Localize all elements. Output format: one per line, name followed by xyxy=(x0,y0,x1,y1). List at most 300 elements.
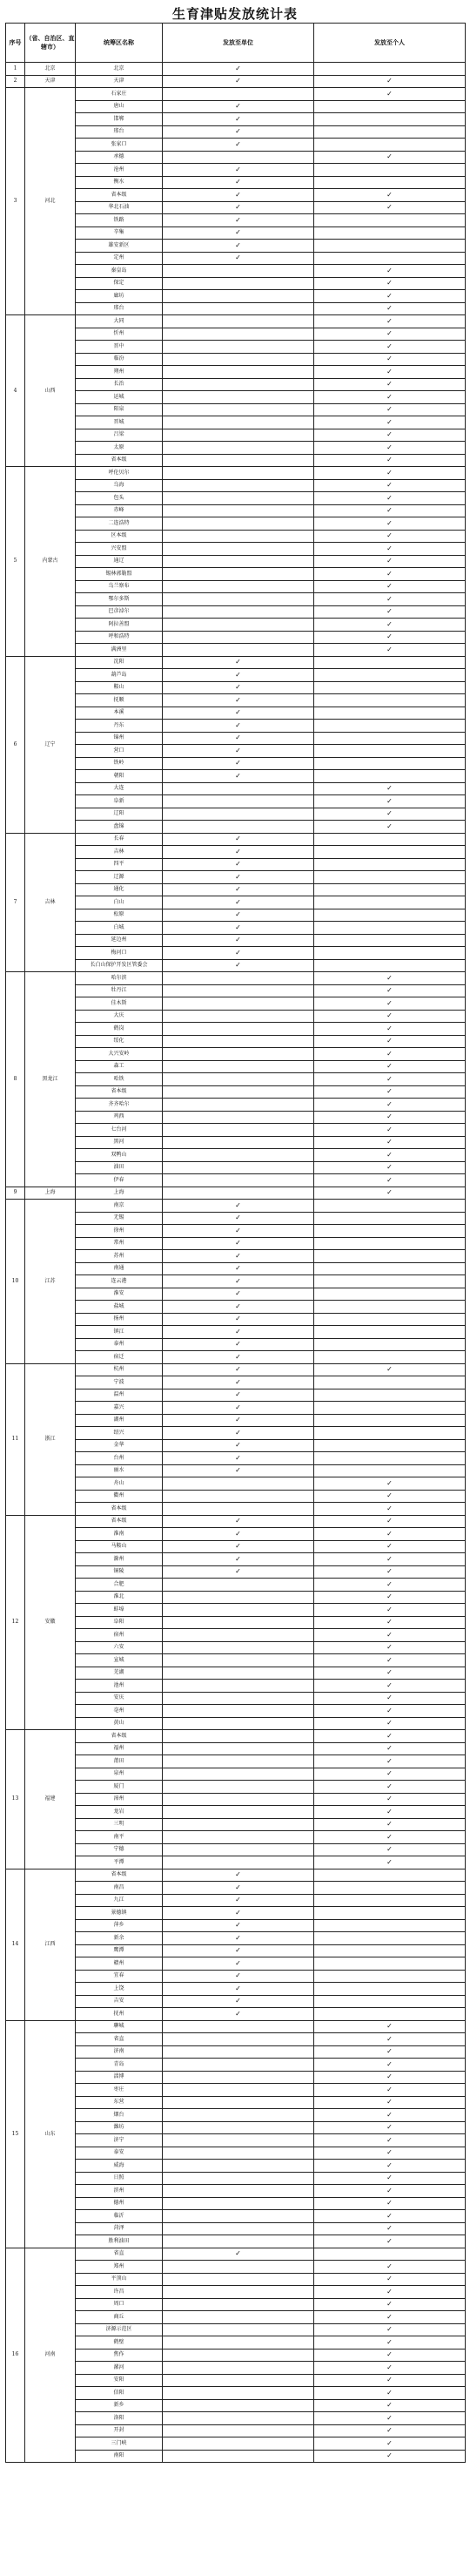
check-mark-icon: ✓ xyxy=(386,380,393,389)
table-row xyxy=(6,1363,466,1376)
paid-to-employer-cell xyxy=(163,1363,314,1376)
pooling-region-cell: 鸡西 xyxy=(76,1111,163,1124)
paid-to-individual-cell xyxy=(314,1351,466,1364)
paid-to-individual-cell xyxy=(314,947,466,960)
paid-to-employer-cell xyxy=(163,2399,314,2412)
table-row xyxy=(6,1288,466,1301)
check-mark-icon: ✓ xyxy=(386,1756,393,1765)
pooling-region-cell: 无锡 xyxy=(76,1212,163,1225)
table-row xyxy=(6,164,466,177)
table-row xyxy=(6,189,466,202)
pooling-region-cell: 景德镇 xyxy=(76,1907,163,1920)
paid-to-employer-cell xyxy=(163,2349,314,2362)
paid-to-individual-cell xyxy=(314,1262,466,1275)
paid-to-individual-cell xyxy=(314,1654,466,1667)
paid-to-employer-cell xyxy=(163,1313,314,1326)
paid-to-employer-cell xyxy=(163,1338,314,1351)
paid-to-employer-cell xyxy=(163,1970,314,1983)
pooling-region-cell: 连云港 xyxy=(76,1275,163,1288)
paid-to-employer-cell xyxy=(163,1882,314,1895)
table-row xyxy=(6,1806,466,1819)
table-row xyxy=(6,2235,466,2248)
check-mark-icon: ✓ xyxy=(386,1112,393,1121)
paid-to-employer-cell xyxy=(163,1225,314,1238)
pooling-region-cell: 邯郸 xyxy=(76,113,163,126)
paid-to-individual-cell xyxy=(314,1515,466,1528)
pooling-region-cell: 龙岩 xyxy=(76,1806,163,1819)
paid-to-individual-cell xyxy=(314,214,466,227)
pooling-region-cell: 阜阳 xyxy=(76,1616,163,1629)
paid-to-employer-cell xyxy=(163,1957,314,1971)
pooling-region-cell: 南京 xyxy=(76,1200,163,1213)
check-mark-icon: ✓ xyxy=(235,1870,241,1879)
paid-to-individual-cell xyxy=(314,151,466,164)
check-mark-icon: ✓ xyxy=(386,2325,393,2334)
paid-to-individual-cell xyxy=(314,1477,466,1491)
pooling-region-cell: 德州 xyxy=(76,2197,163,2210)
check-mark-icon: ✓ xyxy=(235,1883,241,1891)
table-row xyxy=(6,947,466,960)
pooling-region-cell: 廊坊 xyxy=(76,290,163,303)
pooling-region-cell: 省直 xyxy=(76,2248,163,2261)
check-mark-icon: ✓ xyxy=(386,316,393,325)
paid-to-employer-cell xyxy=(163,530,314,543)
paid-to-individual-cell xyxy=(314,1288,466,1301)
paid-to-individual-cell xyxy=(314,808,466,821)
check-mark-icon: ✓ xyxy=(235,1946,241,1955)
pooling-region-cell: 镇江 xyxy=(76,1326,163,1339)
pooling-region-cell: 莆田 xyxy=(76,1755,163,1768)
paid-to-employer-cell xyxy=(163,2210,314,2223)
pooling-region-cell: 枣庄 xyxy=(76,2084,163,2097)
table-row xyxy=(6,896,466,909)
table-row xyxy=(6,1717,466,1730)
check-mark-icon: ✓ xyxy=(386,645,393,653)
pooling-region-cell: 牡丹江 xyxy=(76,984,163,997)
paid-to-employer-cell xyxy=(163,2311,314,2324)
check-mark-icon: ✓ xyxy=(235,139,241,148)
table-row xyxy=(6,2273,466,2286)
check-mark-icon: ✓ xyxy=(386,341,393,350)
paid-to-individual-cell xyxy=(314,1894,466,1907)
paid-to-employer-cell xyxy=(163,391,314,404)
pooling-region-cell: 滁州 xyxy=(76,1553,163,1566)
paid-to-individual-cell xyxy=(314,88,466,101)
paid-to-individual-cell xyxy=(314,2210,466,2223)
table-row xyxy=(6,720,466,733)
paid-to-individual-cell xyxy=(314,63,466,76)
paid-to-employer-cell xyxy=(163,2412,314,2425)
paid-to-employer-cell xyxy=(163,959,314,972)
check-mark-icon: ✓ xyxy=(235,860,241,869)
pooling-region-cell: 兴安盟 xyxy=(76,543,163,556)
table-row xyxy=(6,176,466,189)
check-mark-icon: ✓ xyxy=(386,430,393,439)
paid-to-employer-cell xyxy=(163,2020,314,2033)
table-row xyxy=(6,2045,466,2059)
paid-to-employer-cell xyxy=(163,1237,314,1250)
pooling-region-cell: 黑河 xyxy=(76,1136,163,1149)
check-mark-icon: ✓ xyxy=(235,1921,241,1930)
paid-to-employer-cell xyxy=(163,353,314,366)
paid-to-individual-cell xyxy=(314,403,466,416)
pooling-region-cell: 华北石油 xyxy=(76,201,163,214)
paid-to-individual-cell xyxy=(314,1490,466,1503)
table-row xyxy=(6,858,466,871)
province-cell: 天津 xyxy=(25,75,76,88)
pooling-region-cell: 太原 xyxy=(76,442,163,455)
table-row xyxy=(6,846,466,859)
paid-to-individual-cell xyxy=(314,619,466,632)
check-mark-icon: ✓ xyxy=(386,1680,393,1689)
paid-to-employer-cell xyxy=(163,2261,314,2274)
table-row xyxy=(6,517,466,531)
check-mark-icon: ✓ xyxy=(386,2413,393,2422)
paid-to-individual-cell xyxy=(314,240,466,253)
check-mark-icon: ✓ xyxy=(386,1478,393,1487)
pooling-region-cell: 梅河口 xyxy=(76,947,163,960)
paid-to-individual-cell xyxy=(314,2387,466,2400)
paid-to-employer-cell xyxy=(163,1894,314,1907)
paid-to-employer-cell xyxy=(163,2286,314,2299)
table-row xyxy=(6,454,466,467)
pooling-region-cell: 宜春 xyxy=(76,1970,163,1983)
paid-to-individual-cell xyxy=(314,176,466,189)
paid-to-employer-cell xyxy=(163,201,314,214)
paid-to-individual-cell xyxy=(314,442,466,455)
paid-to-individual-cell xyxy=(314,2273,466,2286)
pooling-region-cell: 朔州 xyxy=(76,366,163,379)
paid-to-employer-cell xyxy=(163,1995,314,2008)
pooling-region-cell: 三明 xyxy=(76,1818,163,1831)
check-mark-icon: ✓ xyxy=(235,1315,241,1323)
table-row xyxy=(6,1528,466,1541)
pooling-region-cell: 唐山 xyxy=(76,100,163,113)
table-row xyxy=(6,1983,466,1996)
table-row xyxy=(6,1490,466,1503)
pooling-region-cell: 哈尔滨 xyxy=(76,972,163,985)
table-row xyxy=(6,883,466,896)
pooling-region-cell: 省本级 xyxy=(76,1503,163,1516)
pooling-region-cell: 张家口 xyxy=(76,139,163,152)
check-mark-icon: ✓ xyxy=(235,215,241,224)
pooling-region-cell: 省本级 xyxy=(76,454,163,467)
paid-to-employer-cell xyxy=(163,1565,314,1579)
pooling-region-cell: 营口 xyxy=(76,745,163,758)
paid-to-individual-cell xyxy=(314,1680,466,1693)
serial-number-cell: 9 xyxy=(6,1187,25,1200)
paid-to-individual-cell xyxy=(314,378,466,391)
paid-to-employer-cell xyxy=(163,139,314,152)
paid-to-individual-cell xyxy=(314,1035,466,1048)
table-row xyxy=(6,1414,466,1427)
paid-to-employer-cell xyxy=(163,341,314,354)
pooling-region-cell: 温州 xyxy=(76,1389,163,1402)
paid-to-individual-cell xyxy=(314,2286,466,2299)
table-row xyxy=(6,732,466,745)
paid-to-employer-cell xyxy=(163,1755,314,1768)
check-mark-icon: ✓ xyxy=(386,1618,393,1626)
pooling-region-cell: 上饶 xyxy=(76,1983,163,1996)
table-row xyxy=(6,1692,466,1705)
serial-number-cell: 5 xyxy=(6,467,25,657)
paid-to-employer-cell xyxy=(163,745,314,758)
paid-to-employer-cell xyxy=(163,189,314,202)
table-row xyxy=(6,1781,466,1794)
paid-to-individual-cell xyxy=(314,669,466,682)
paid-to-individual-cell xyxy=(314,1212,466,1225)
table-row xyxy=(6,1464,466,1477)
paid-to-individual-cell xyxy=(314,1869,466,1882)
paid-to-employer-cell xyxy=(163,1439,314,1452)
pooling-region-cell: 吉安 xyxy=(76,1995,163,2008)
paid-to-individual-cell xyxy=(314,1919,466,1932)
paid-to-individual-cell xyxy=(314,2109,466,2122)
pooling-region-cell: 省本级 xyxy=(76,1869,163,1882)
paid-to-employer-cell xyxy=(163,1490,314,1503)
paid-to-employer-cell xyxy=(163,1692,314,1705)
paid-to-individual-cell xyxy=(314,1629,466,1642)
table-row xyxy=(6,782,466,795)
province-cell: 吉林 xyxy=(25,833,76,972)
paid-to-individual-cell xyxy=(314,164,466,177)
paid-to-individual-cell xyxy=(314,757,466,770)
check-mark-icon: ✓ xyxy=(386,2426,393,2435)
table-row xyxy=(6,757,466,770)
paid-to-individual-cell xyxy=(314,1237,466,1250)
table-row xyxy=(6,1149,466,1162)
table-row xyxy=(6,1894,466,1907)
paid-to-employer-cell xyxy=(163,795,314,808)
check-mark-icon: ✓ xyxy=(235,1428,241,1437)
check-mark-icon: ✓ xyxy=(235,1554,241,1563)
paid-to-employer-cell xyxy=(163,1161,314,1174)
pooling-region-cell: 绍兴 xyxy=(76,1427,163,1440)
table-row xyxy=(6,530,466,543)
check-mark-icon: ✓ xyxy=(386,1099,393,1108)
check-mark-icon: ✓ xyxy=(386,2337,393,2346)
check-mark-icon: ✓ xyxy=(386,2438,393,2447)
paid-to-employer-cell xyxy=(163,2084,314,2097)
paid-to-employer-cell xyxy=(163,1705,314,1718)
table-row xyxy=(6,543,466,556)
pooling-region-cell: 晋中 xyxy=(76,341,163,354)
paid-to-individual-cell xyxy=(314,681,466,694)
paid-to-employer-cell xyxy=(163,1591,314,1604)
check-mark-icon: ✓ xyxy=(386,784,393,793)
paid-to-individual-cell xyxy=(314,1995,466,2008)
table-row xyxy=(6,315,466,328)
table-row xyxy=(6,593,466,606)
check-mark-icon: ✓ xyxy=(386,1694,393,1702)
table-row xyxy=(6,1174,466,1187)
table-row xyxy=(6,1565,466,1579)
check-mark-icon: ✓ xyxy=(386,809,393,818)
table-row xyxy=(6,1932,466,1945)
table-row xyxy=(6,1730,466,1743)
pooling-region-cell: 宿州 xyxy=(76,1629,163,1642)
pooling-region-cell: 扬州 xyxy=(76,1313,163,1326)
pooling-region-cell: 淮南 xyxy=(76,1528,163,1541)
paid-to-employer-cell xyxy=(163,1667,314,1680)
pooling-region-cell: 漯河 xyxy=(76,2362,163,2375)
check-mark-icon: ✓ xyxy=(386,619,393,628)
pooling-region-cell: 平潭 xyxy=(76,1856,163,1869)
pooling-region-cell: 三门峡 xyxy=(76,2437,163,2451)
pooling-region-cell: 天津 xyxy=(76,75,163,88)
paid-to-employer-cell xyxy=(163,1212,314,1225)
paid-to-individual-cell xyxy=(314,302,466,315)
table-row xyxy=(6,2349,466,2362)
pooling-region-cell: 蚌埠 xyxy=(76,1604,163,1617)
paid-to-individual-cell xyxy=(314,1616,466,1629)
pooling-region-cell: 舟山 xyxy=(76,1477,163,1491)
paid-to-individual-cell xyxy=(314,353,466,366)
paid-to-individual-cell xyxy=(314,568,466,581)
check-mark-icon: ✓ xyxy=(235,1542,241,1551)
table-row xyxy=(6,1793,466,1806)
table-row xyxy=(6,2185,466,2198)
table-row xyxy=(6,2096,466,2109)
paid-to-individual-cell xyxy=(314,656,466,669)
paid-to-individual-cell xyxy=(314,479,466,492)
check-mark-icon: ✓ xyxy=(386,481,393,490)
paid-to-individual-cell xyxy=(314,252,466,265)
check-mark-icon: ✓ xyxy=(386,531,393,540)
table-row xyxy=(6,1048,466,1061)
paid-to-employer-cell xyxy=(163,984,314,997)
paid-to-employer-cell xyxy=(163,1351,314,1364)
paid-to-employer-cell xyxy=(163,492,314,505)
check-mark-icon: ✓ xyxy=(386,2199,393,2208)
check-mark-icon: ✓ xyxy=(235,670,241,679)
check-mark-icon: ✓ xyxy=(386,1504,393,1512)
paid-to-individual-cell xyxy=(314,707,466,720)
paid-to-individual-cell xyxy=(314,1452,466,1465)
pooling-region-cell: 东营 xyxy=(76,2096,163,2109)
serial-number-cell: 4 xyxy=(6,315,25,467)
paid-to-employer-cell xyxy=(163,328,314,341)
paid-to-individual-cell xyxy=(314,1932,466,1945)
table-row xyxy=(6,201,466,214)
paid-to-employer-cell xyxy=(163,1781,314,1794)
table-row xyxy=(6,63,466,76)
paid-to-individual-cell xyxy=(314,1692,466,1705)
table-header-row xyxy=(6,24,466,63)
pooling-region-cell: 雄安新区 xyxy=(76,240,163,253)
check-mark-icon: ✓ xyxy=(386,405,393,414)
check-mark-icon: ✓ xyxy=(386,1150,393,1159)
paid-to-employer-cell xyxy=(163,1654,314,1667)
table-row xyxy=(6,1402,466,1415)
pooling-region-cell: 通化 xyxy=(76,883,163,896)
pooling-region-cell: 沈阳 xyxy=(76,656,163,669)
pooling-region-cell: 秦皇岛 xyxy=(76,265,163,278)
table-row xyxy=(6,1351,466,1364)
check-mark-icon: ✓ xyxy=(386,456,393,464)
check-mark-icon: ✓ xyxy=(386,632,393,641)
paid-to-employer-cell xyxy=(163,429,314,442)
check-mark-icon: ✓ xyxy=(235,759,241,767)
paid-to-individual-cell xyxy=(314,1161,466,1174)
paid-to-individual-cell xyxy=(314,972,466,985)
pooling-region-cell: 台州 xyxy=(76,1452,163,1465)
check-mark-icon: ✓ xyxy=(386,2072,393,2081)
province-cell: 河南 xyxy=(25,2248,76,2463)
table-row xyxy=(6,2121,466,2134)
table-row xyxy=(6,2374,466,2387)
paid-to-individual-cell xyxy=(314,517,466,531)
paid-to-individual-cell xyxy=(314,2261,466,2274)
paid-to-employer-cell xyxy=(163,2424,314,2437)
paid-to-individual-cell xyxy=(314,2362,466,2375)
table-row xyxy=(6,1503,466,1516)
paid-to-employer-cell xyxy=(163,1680,314,1693)
table-row xyxy=(6,1604,466,1617)
check-mark-icon: ✓ xyxy=(386,2262,393,2270)
paid-to-individual-cell xyxy=(314,1439,466,1452)
check-mark-icon: ✓ xyxy=(386,2350,393,2359)
pooling-region-cell: 省本级 xyxy=(76,1730,163,1743)
check-mark-icon: ✓ xyxy=(235,948,241,957)
table-row xyxy=(6,1111,466,1124)
paid-to-employer-cell xyxy=(163,1414,314,1427)
pooling-region-cell: 葫芦岛 xyxy=(76,669,163,682)
table-row xyxy=(6,403,466,416)
paid-to-employer-cell xyxy=(163,366,314,379)
paid-to-individual-cell xyxy=(314,720,466,733)
table-row xyxy=(6,2210,466,2223)
check-mark-icon: ✓ xyxy=(386,2401,393,2410)
table-row xyxy=(6,984,466,997)
table-row xyxy=(6,1970,466,1983)
paid-to-individual-cell xyxy=(314,1970,466,1983)
pooling-region-cell: 运城 xyxy=(76,391,163,404)
paid-to-employer-cell xyxy=(163,113,314,126)
paid-to-individual-cell xyxy=(314,1174,466,1187)
table-row xyxy=(6,1439,466,1452)
paid-to-individual-cell xyxy=(314,2374,466,2387)
check-mark-icon: ✓ xyxy=(235,1289,241,1298)
paid-to-employer-cell xyxy=(163,1250,314,1263)
pooling-region-cell: 平顶山 xyxy=(76,2273,163,2286)
paid-to-individual-cell xyxy=(314,984,466,997)
pooling-region-cell: 泉州 xyxy=(76,1768,163,1781)
paid-to-individual-cell xyxy=(314,1099,466,1112)
paid-to-individual-cell xyxy=(314,1060,466,1073)
paid-to-employer-cell xyxy=(163,2323,314,2336)
table-row xyxy=(6,555,466,568)
pooling-region-cell: 大庆 xyxy=(76,1010,163,1023)
check-mark-icon: ✓ xyxy=(386,2085,393,2093)
pooling-region-cell: 临沂 xyxy=(76,2210,163,2223)
pooling-region-cell: 南通 xyxy=(76,1262,163,1275)
paid-to-individual-cell xyxy=(314,1717,466,1730)
paid-to-employer-cell xyxy=(163,605,314,619)
table-row xyxy=(6,1882,466,1895)
pooling-region-cell: 吕梁 xyxy=(76,429,163,442)
paid-to-individual-cell xyxy=(314,1818,466,1831)
check-mark-icon: ✓ xyxy=(235,178,241,186)
table-row xyxy=(6,1629,466,1642)
table-row xyxy=(6,1060,466,1073)
pooling-region-cell: 鹤岗 xyxy=(76,1023,163,1036)
table-row xyxy=(6,619,466,632)
paid-to-employer-cell xyxy=(163,1717,314,1730)
check-mark-icon: ✓ xyxy=(235,1529,241,1538)
pooling-region-cell: 商丘 xyxy=(76,2311,163,2324)
pooling-region-cell: 金华 xyxy=(76,1439,163,1452)
